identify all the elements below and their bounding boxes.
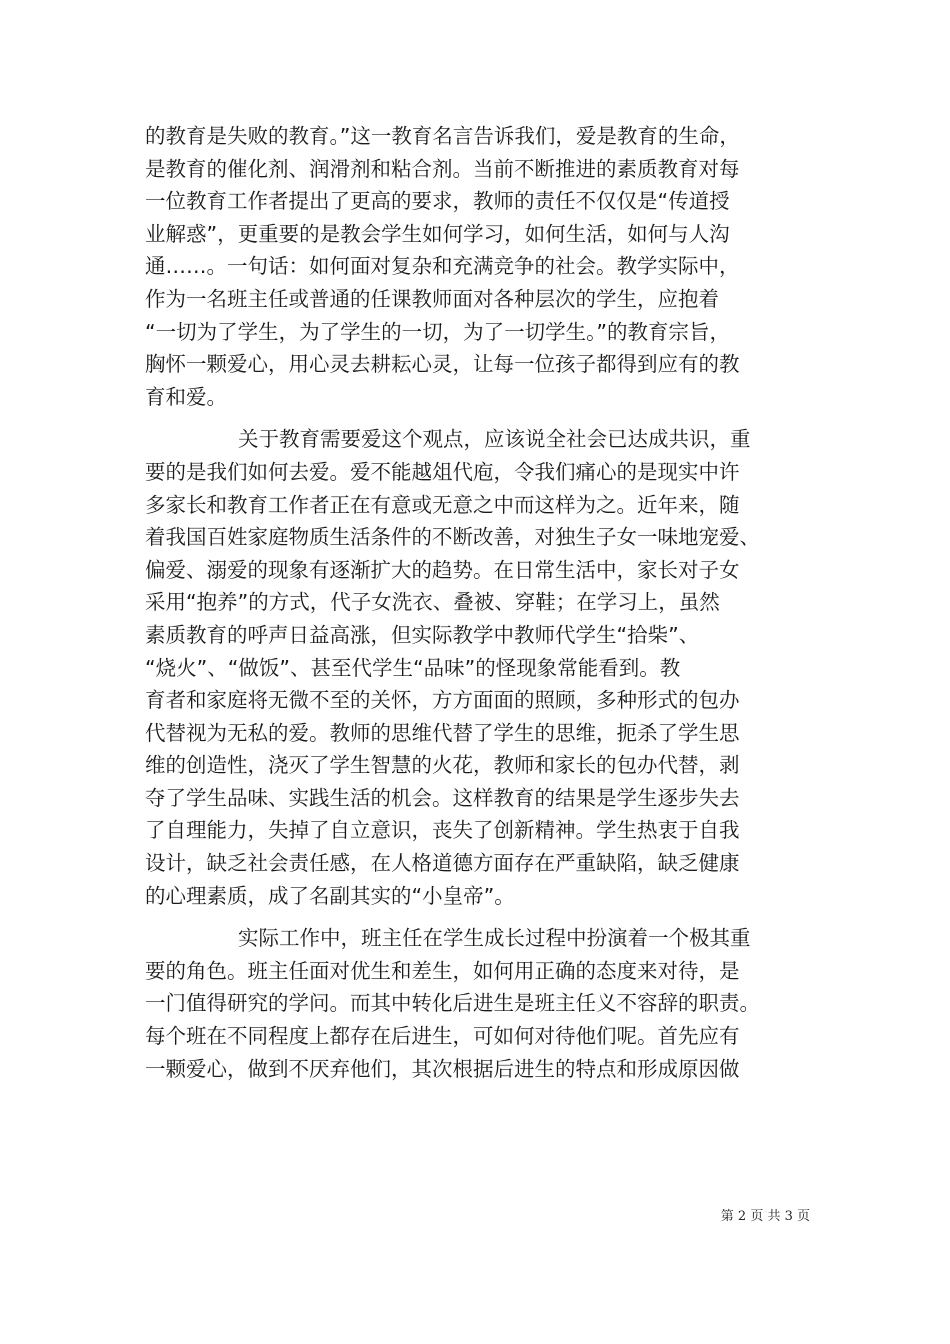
text-line: 着我国百姓家庭物质生活条件的不断改善，对独生子女一味地宠爱、: [145, 525, 760, 550]
text-line: 的教育是失败的教育。”这一教育名言告诉我们，爱是教育的生命，: [145, 124, 740, 148]
text-line: 胸怀一颗爱心，用心灵去耕耘心灵，让每一位孩子都得到应有的教: [145, 352, 740, 377]
text-line: 素质教育的呼声日益高涨，但实际教学中教师代学生“拾柴”、: [145, 622, 700, 647]
text-line: 一门值得研究的学问。而其中转化后进生是班主任义不容辞的职责。: [145, 991, 760, 1016]
text-line: 多家长和教育工作者正在有意或无意之中而这样为之。近年来，随: [145, 492, 740, 517]
paragraph-spacer: [145, 912, 810, 922]
paragraph-spacer: [145, 413, 810, 423]
text-line: 了自理能力，失掉了自立意识，丧失了创新精神。学生热衷于自我: [145, 818, 740, 843]
text-line: 代替视为无私的爱。教师的思维代替了学生的思维，扼杀了学生思: [145, 720, 740, 745]
text-line: 设计，缺乏社会责任感，在人格道德方面存在严重缺陷，缺乏健康: [145, 851, 740, 876]
text-line: 维的创造性，浇灭了学生智慧的火花，教师和家长的包办代替，剥: [145, 753, 740, 778]
text-line: 作为一名班主任或普通的任课教师面对各种层次的学生，应抱着: [145, 286, 719, 311]
page-number-footer: 第 2 页 共 3 页: [720, 1209, 810, 1224]
text-line: 每个班在不同程度上都存在后进生，可如何对待他们呢。首先应有: [145, 1024, 740, 1049]
text-line: 关于教育需要爱这个观点，应该说全社会已达成共识，重: [238, 427, 751, 452]
text-line: 一颗爱心，做到不厌弃他们，其次根据后进生的特点和形成原因做: [145, 1056, 740, 1081]
text-line: 业解惑”，更重要的是教会学生如何学习，如何生活，如何与人沟: [145, 221, 730, 246]
text-line: 实际工作中，班主任在学生成长过程中扮演着一个极其重: [238, 926, 751, 951]
paragraph-3: [145, 922, 810, 1085]
paragraph-1: [145, 120, 810, 413]
text-line: 育者和家庭将无微不至的关怀，方方面面的照顾，多种形式的包办: [145, 688, 740, 713]
text-line: 要的是我们如何去爱。爱不能越俎代庖，令我们痛心的是现实中许: [145, 459, 740, 484]
text-line: 是教育的催化剂、润滑剂和粘合剂。当前不断推进的素质教育对每: [145, 156, 740, 181]
text-line: 采用“抱养”的方式，代子女洗衣、叠被、穿鞋；在学习上，虽然: [145, 590, 720, 615]
text-line: 偏爱、溺爱的现象有逐渐扩大的趋势。在日常生活中，家长对子女: [145, 557, 740, 582]
text-line: “一切为了学生，为了学生的一切，为了一切学生。”的教育宗旨，: [145, 319, 730, 344]
text-line: 育和爱。: [145, 384, 227, 409]
paragraph-2: [145, 423, 810, 912]
text-line: 要的角色。班主任面对优生和差生，如何用正确的态度来对待，是: [145, 958, 740, 983]
text-line: 一位教育工作者提出了更高的要求，教师的责任不仅仅是“传道授: [145, 189, 730, 214]
text-line: 夺了学生品味、实践生活的机会。这样教育的结果是学生逐步失去: [145, 785, 740, 810]
text-line: 通……。一句话：如何面对复杂和充满竞争的社会。教学实际中，: [145, 254, 740, 279]
text-line: 的心理素质，成了名副其实的“小皇帝”。: [145, 883, 515, 908]
text-line: “烧火”、“做饭”、甚至代学生“品味”的怪现象常能看到。教: [145, 655, 681, 680]
body-text: [145, 120, 810, 1085]
